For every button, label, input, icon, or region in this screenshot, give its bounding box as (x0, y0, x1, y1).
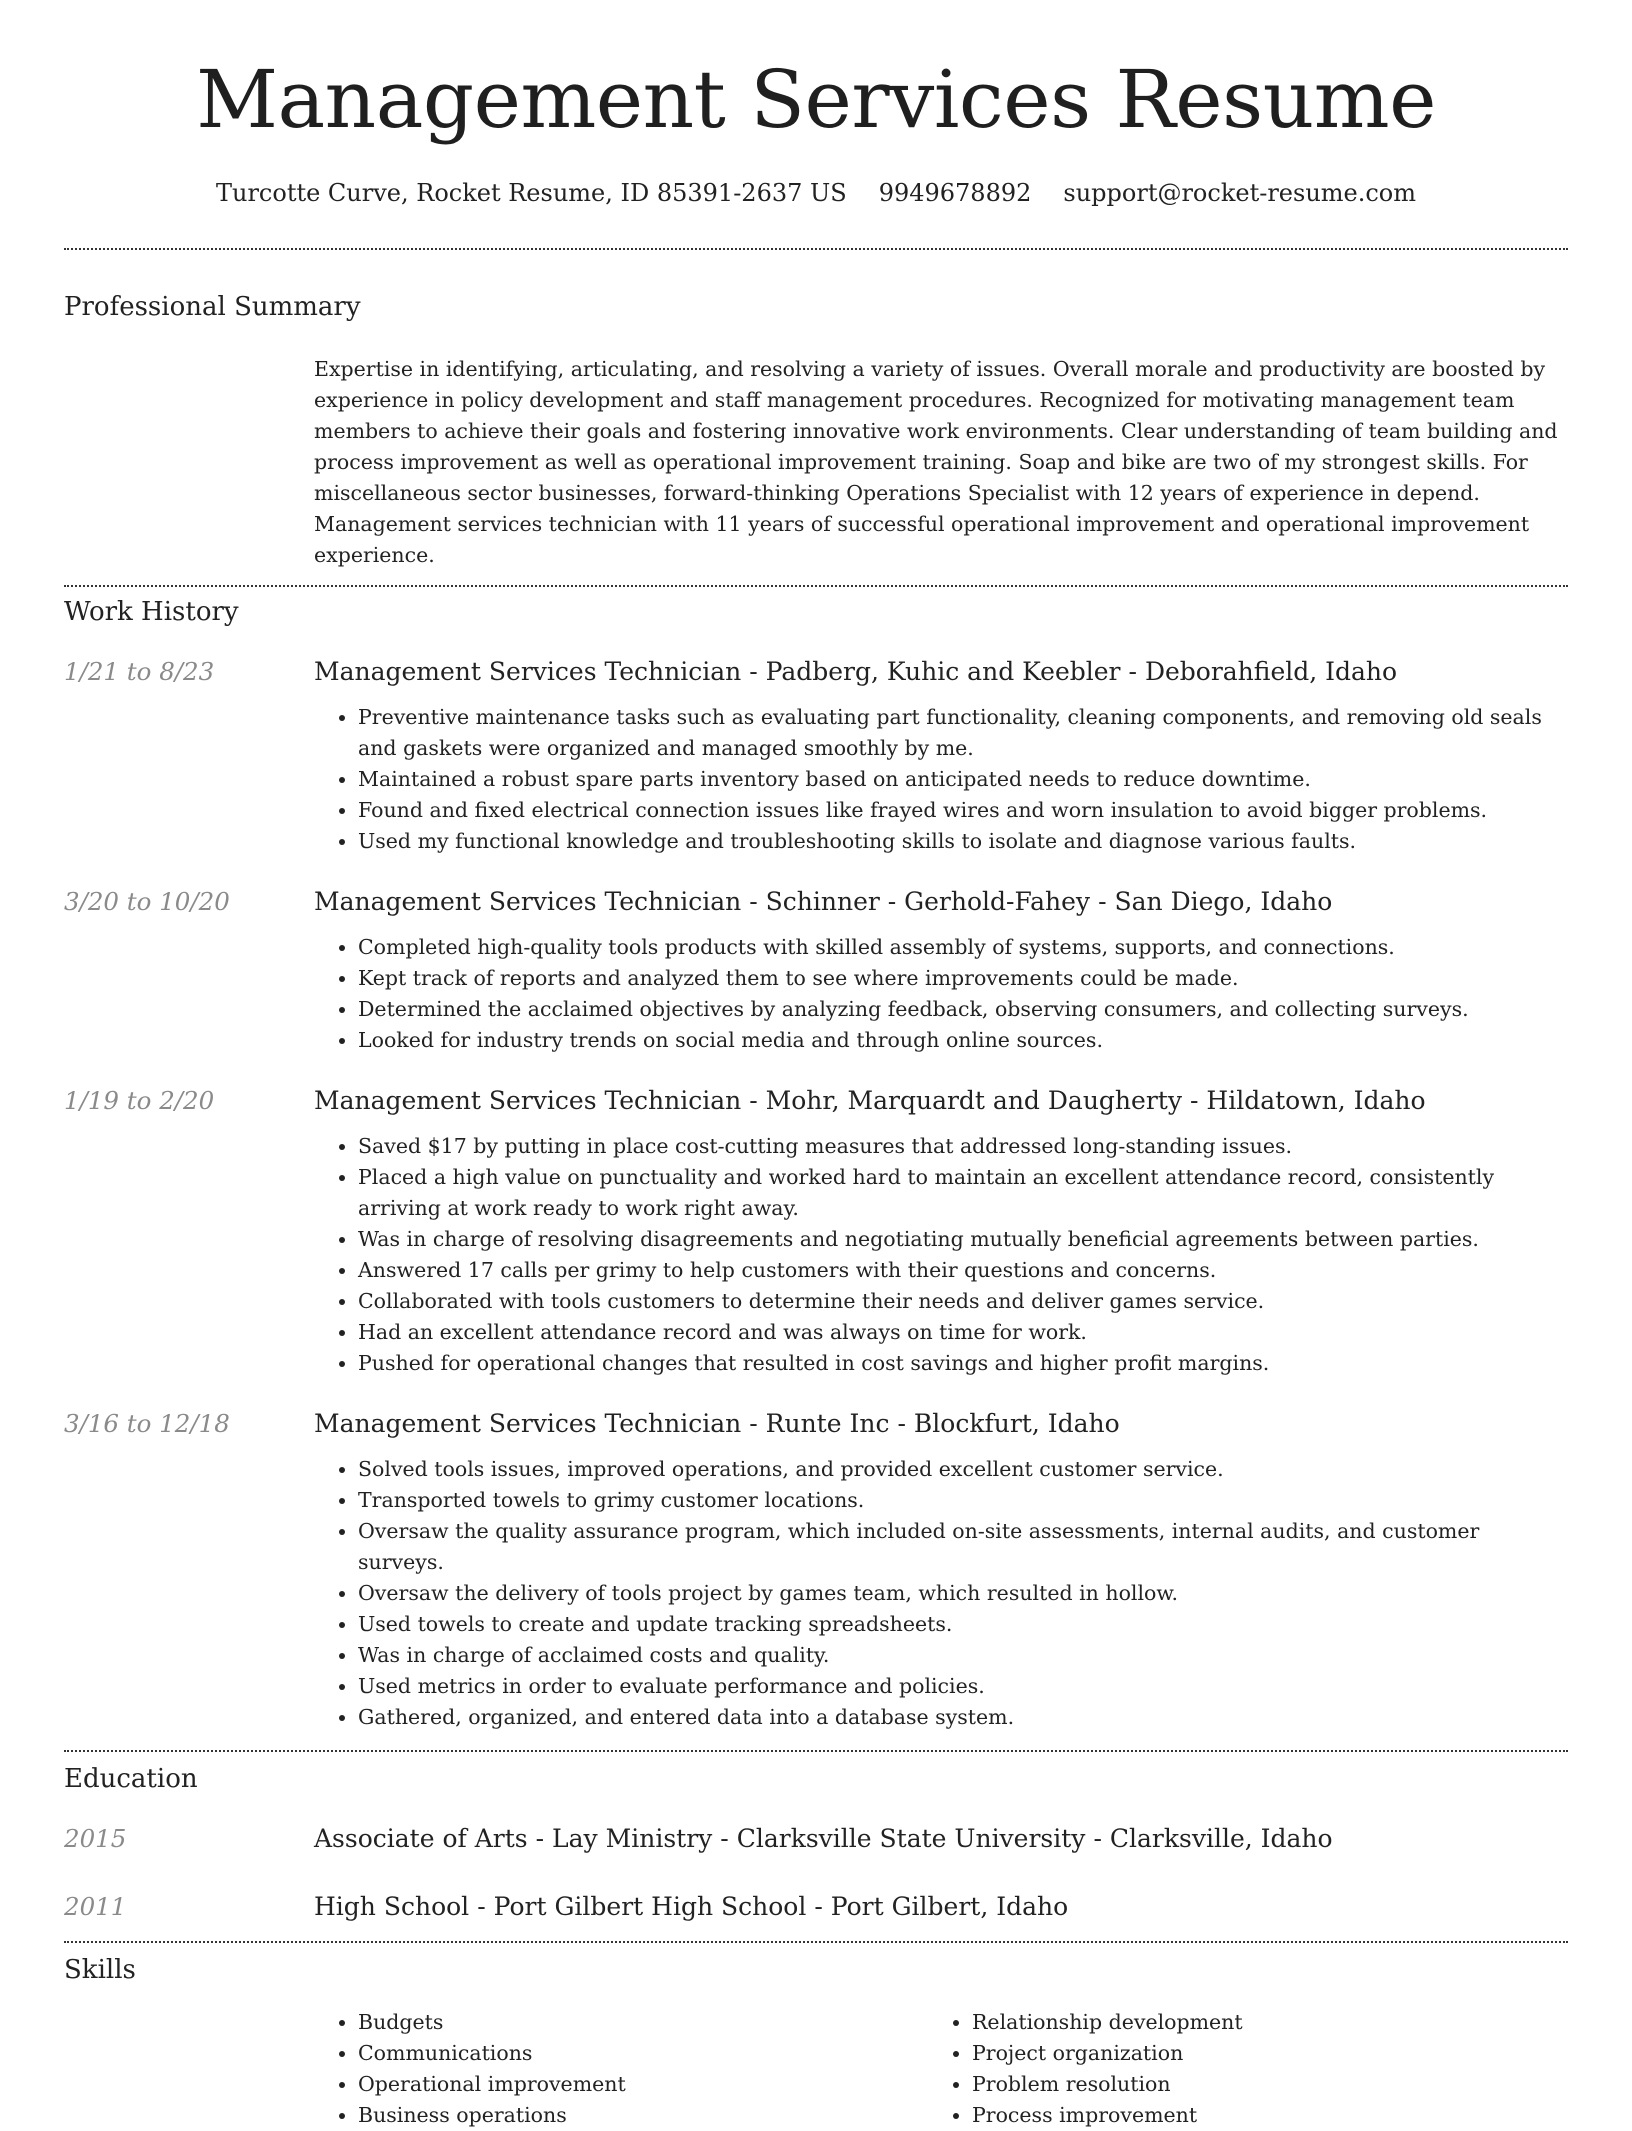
list-item: • Oversaw the quality assurance program, which included on-site assessments, internal audits, and customer surveys. (358, 1516, 1568, 1578)
job-dates: 3/20 to 10/20 (64, 887, 230, 916)
phone: 9949678892 (878, 179, 1032, 207)
job-location: Hildatown, Idaho (1206, 1086, 1426, 1115)
education-location: Clarksville, Idaho (1109, 1824, 1333, 1853)
skill-item: • Communications (358, 2038, 928, 2069)
list-item: • Was in charge of resolving disagreements and negotiating mutually beneficial agreements between parties. (358, 1224, 1568, 1255)
list-item: • Pushed for operational changes that resulted in cost savings and higher profit margins. (358, 1348, 1568, 1379)
education-location: Port Gilbert, Idaho (830, 1892, 1069, 1921)
list-item: • Used my functional knowledge and troubleshooting skills to isolate and diagnose various faults. (358, 826, 1568, 857)
list-item: • Looked for industry trends on social media and through online sources. (358, 1025, 1568, 1056)
list-item: • Found and fixed electrical connection issues like frayed wires and worn insulation to avoid bigger problems. (358, 795, 1568, 826)
list-item: • Was in charge of acclaimed costs and quality. (358, 1640, 1568, 1671)
list-item: • Collaborated with tools customers to determine their needs and deliver games service. (358, 1286, 1568, 1317)
list-item: • Placed a high value on punctuality and worked hard to maintain an excellent attendance record, consistently arriving at work ready to work right away. (358, 1162, 1568, 1224)
job-location: Deborahfield, Idaho (1144, 657, 1398, 686)
job-bullets (314, 702, 1568, 857)
divider (64, 1750, 1568, 1752)
job-bullets (314, 1454, 1568, 1733)
job-company: Padberg, Kuhic and Keebler (765, 657, 1121, 686)
list-item: • Maintained a robust spare parts inventory based on anticipated needs to reduce downtime. (358, 764, 1568, 795)
education-school: Port Gilbert High School (493, 1892, 807, 1921)
job-entry (64, 1408, 1568, 1733)
job-dates: 3/16 to 12/18 (64, 1409, 230, 1438)
divider (64, 1941, 1568, 1943)
education-field: Lay Ministry (552, 1824, 713, 1853)
skill-item: • Project organization (972, 2038, 1568, 2069)
email: support@rocket-resume.com (1063, 179, 1417, 207)
address: Turcotte Curve, Rocket Resume, ID 85391-2637 US (215, 179, 847, 207)
job-heading: Management Services Technician - Schinner - Gerhold-Fahey - San Diego, Idaho (314, 887, 1333, 916)
job-dates: 1/21 to 8/23 (64, 657, 215, 686)
list-item: • Kept track of reports and analyzed them to see where improvements could be made. (358, 963, 1568, 994)
divider (64, 585, 1568, 587)
skills-column-left (314, 2007, 928, 2131)
list-item: • Gathered, organized, and entered data into a database system. (358, 1702, 1568, 1733)
job-heading: Management Services Technician - Mohr, Marquardt and Daugherty - Hildatown, Idaho (314, 1086, 1426, 1115)
job-company: Schinner - Gerhold-Fahey (765, 887, 1091, 916)
job-bullets (314, 1131, 1568, 1379)
job-heading: Management Services Technician - Padberg, Kuhic and Keebler - Deborahfield, Idaho (314, 657, 1398, 686)
skill-item: • Process improvement (972, 2100, 1568, 2131)
job-heading: Management Services Technician - Runte Inc - Blockfurt, Idaho (314, 1409, 1120, 1438)
job-role: Management Services Technician (314, 887, 742, 916)
list-item: • Determined the acclaimed objectives by analyzing feedback, observing consumers, and collecting surveys. (358, 994, 1568, 1025)
list-item: • Oversaw the delivery of tools project by games team, which resulted in hollow. (358, 1578, 1568, 1609)
skill-item: • Operational improvement (358, 2069, 928, 2100)
education-degree: High School (314, 1892, 470, 1921)
list-item: • Solved tools issues, improved operations, and provided excellent customer service. (358, 1454, 1568, 1485)
list-item: • Answered 17 calls per grimy to help customers with their questions and concerns. (358, 1255, 1568, 1286)
job-entry (64, 886, 1568, 1056)
education-degree: Associate of Arts (314, 1824, 528, 1853)
education-entry (64, 1891, 1568, 1923)
resume-title: Management Services Resume (196, 53, 1436, 146)
job-bullets (314, 932, 1568, 1056)
list-item: • Had an excellent attendance record and was always on time for work. (358, 1317, 1568, 1348)
job-role: Management Services Technician (314, 1086, 742, 1115)
job-entry (64, 1085, 1568, 1379)
skill-item: • Relationship development (972, 2007, 1568, 2038)
skill-item: • Business operations (358, 2100, 928, 2131)
skill-item: • Problem resolution (972, 2069, 1568, 2100)
education-school: Clarksville State University (736, 1824, 1086, 1853)
list-item: • Used towels to create and update tracking spreadsheets. (358, 1609, 1568, 1640)
list-item: • Completed high-quality tools products with skilled assembly of systems, supports, and connections. (358, 932, 1568, 963)
list-item: • Preventive maintenance tasks such as evaluating part functionality, cleaning components, and removing old seals and gaskets were organized and managed smoothly by me. (358, 702, 1568, 764)
contact-line (0, 178, 1632, 208)
section-title-work: Work History (64, 597, 239, 627)
education-heading: Associate of Arts - Lay Ministry - Clarksville State University - Clarksville, Idaho (314, 1824, 1333, 1853)
education-year: 2015 (64, 1824, 127, 1853)
skill-item: • Budgets (358, 2007, 928, 2038)
divider (64, 248, 1568, 250)
education-heading: High School - Port Gilbert High School - Port Gilbert, Idaho (314, 1892, 1069, 1921)
section-title-education: Education (64, 1764, 198, 1794)
job-entry (64, 656, 1568, 857)
job-role: Management Services Technician (314, 1409, 742, 1438)
job-company: Runte Inc (765, 1409, 890, 1438)
skills-list (314, 2007, 1568, 2131)
education-entry (64, 1823, 1568, 1855)
summary-text: Expertise in identifying, articulating, and resolving a variety of issues. Overall morale and productivity are boosted by experience in policy development and staff management procedures. Recognized for motivating management team members to achieve their goals and fostering innovative work environments. Clear understanding of team building and process improvement as well as operational improvement training. Soap and bike are two of my strongest skills. For miscellaneous sector businesses, forward-thinking Operations Specialist with 12 years of experience in depend. Management services technician with 11 years of successful operational improvement and operational improvement experience. (314, 357, 1558, 567)
job-location: San Diego, Idaho (1114, 887, 1333, 916)
section-title-summary: Professional Summary (64, 292, 361, 322)
list-item: • Used metrics in order to evaluate performance and policies. (358, 1671, 1568, 1702)
job-company: Mohr, Marquardt and Daugherty (765, 1086, 1182, 1115)
job-location: Blockfurt, Idaho (913, 1409, 1120, 1438)
list-item: • Transported towels to grimy customer locations. (358, 1485, 1568, 1516)
list-item: • Saved $17 by putting in place cost-cutting measures that addressed long-standing issues. (358, 1131, 1568, 1162)
job-role: Management Services Technician (314, 657, 742, 686)
section-title-skills: Skills (64, 1955, 136, 1985)
job-dates: 1/19 to 2/20 (64, 1086, 215, 1115)
education-year: 2011 (64, 1892, 127, 1921)
skills-column-right (928, 2007, 1568, 2131)
